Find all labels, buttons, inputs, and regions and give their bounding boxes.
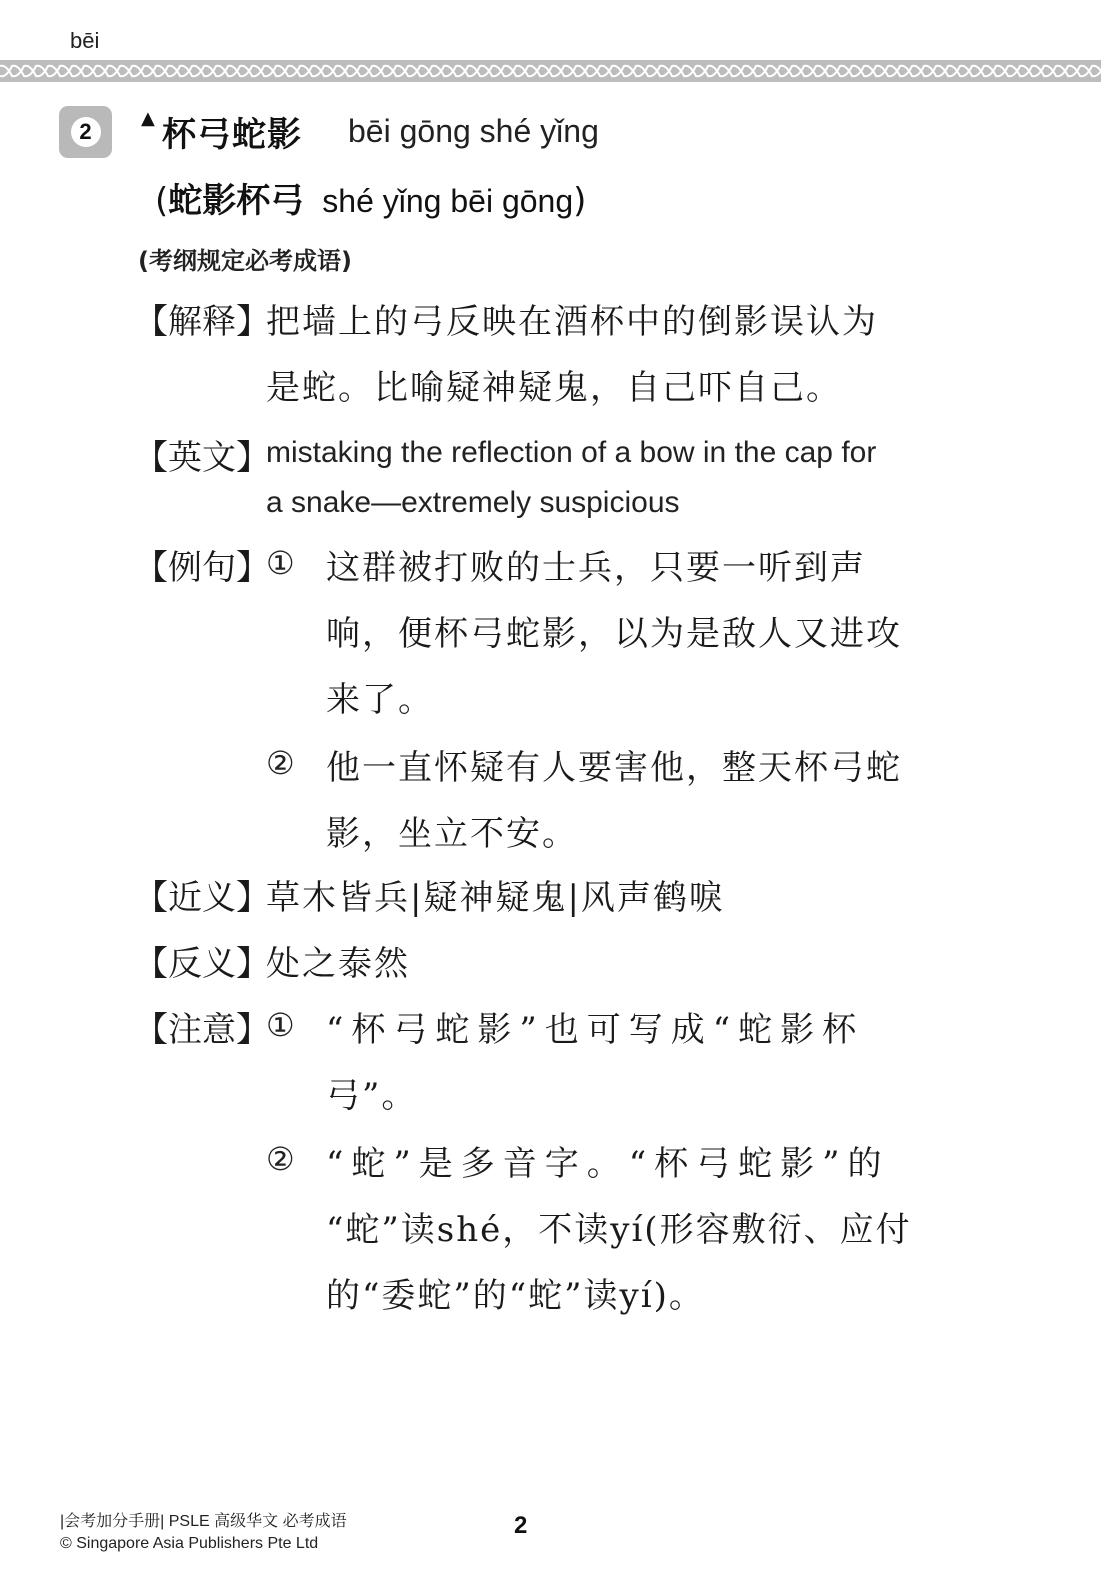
alt-close-paren: ) — [573, 181, 587, 221]
example-2-line-1: 他一直怀疑有人要害他，整天杯弓蛇 — [326, 748, 902, 788]
example-2-number: ② — [266, 744, 295, 782]
required-marker-icon: ▲ — [141, 108, 155, 129]
explain-line-1: 把墙上的弓反映在酒杯中的倒影误认为 — [266, 302, 878, 342]
synonyms-text: 草木皆兵|疑神疑鬼|风声鹤唳 — [266, 878, 725, 918]
footer-book-title: |会考加分手册| PSLE 高级华文 必考成语 — [60, 1513, 347, 1530]
note-1-line-2: 弓”。 — [326, 1076, 418, 1116]
notes-label: 【注意】 — [134, 1010, 270, 1050]
alt-pinyin: shé yǐng bēi gōng — [322, 183, 574, 219]
english-label: 【英文】 — [134, 438, 270, 478]
note-2-line-3: 的“委蛇”的“蛇”读yí)。 — [326, 1276, 705, 1316]
note-2-number: ② — [266, 1140, 295, 1178]
entry-number-badge — [59, 106, 112, 158]
example-1-line-1: 这群被打败的士兵，只要一听到声 — [326, 548, 866, 588]
example-1-line-3: 来了。 — [326, 680, 434, 720]
english-line-1: mistaking the reflection of a bow in the cap for — [266, 436, 877, 469]
explain-label: 【解释】 — [134, 302, 270, 342]
example-1-line-2: 响，便杯弓蛇影，以为是敌人又进攻 — [326, 614, 902, 654]
synonyms-label: 【近义】 — [134, 878, 270, 918]
explain-line-2: 是蛇。比喻疑神疑鬼，自己吓自己。 — [266, 368, 842, 408]
alternate-form — [155, 173, 586, 222]
exam-note: (考纲规定必考成语) — [138, 247, 352, 275]
note-2-line-2: “蛇”读shé，不读yí(形容敷衍、应付 — [326, 1210, 912, 1250]
alt-open-paren: ( — [155, 181, 169, 221]
page-number: 2 — [514, 1512, 528, 1539]
examples-label: 【例句】 — [134, 548, 270, 588]
running-head-pinyin: bēi — [70, 28, 100, 53]
idiom-pinyin: bēi gōng shé yǐng — [348, 113, 599, 149]
antonyms-label: 【反义】 — [134, 944, 270, 984]
decorative-divider — [0, 60, 1101, 82]
note-2-line-1: “蛇”是多音字。“杯弓蛇影”的 — [326, 1144, 890, 1184]
alt-idiom: 蛇影杯弓 — [168, 181, 305, 221]
english-line-2: a snake—extremely suspicious — [266, 486, 680, 519]
note-1-line-1: “杯弓蛇影”也可写成“蛇影杯 — [326, 1010, 865, 1050]
note-1-number: ① — [266, 1006, 295, 1044]
entry-number: 2 — [71, 117, 101, 147]
idiom-title: 杯弓蛇影 — [162, 115, 302, 155]
footer-copyright: © Singapore Asia Publishers Pte Ltd — [60, 1535, 319, 1552]
antonyms-text: 处之泰然 — [266, 944, 410, 984]
example-2-line-2: 影，坐立不安。 — [326, 814, 578, 854]
footer-credits — [60, 1511, 347, 1555]
example-1-number: ① — [266, 544, 295, 582]
